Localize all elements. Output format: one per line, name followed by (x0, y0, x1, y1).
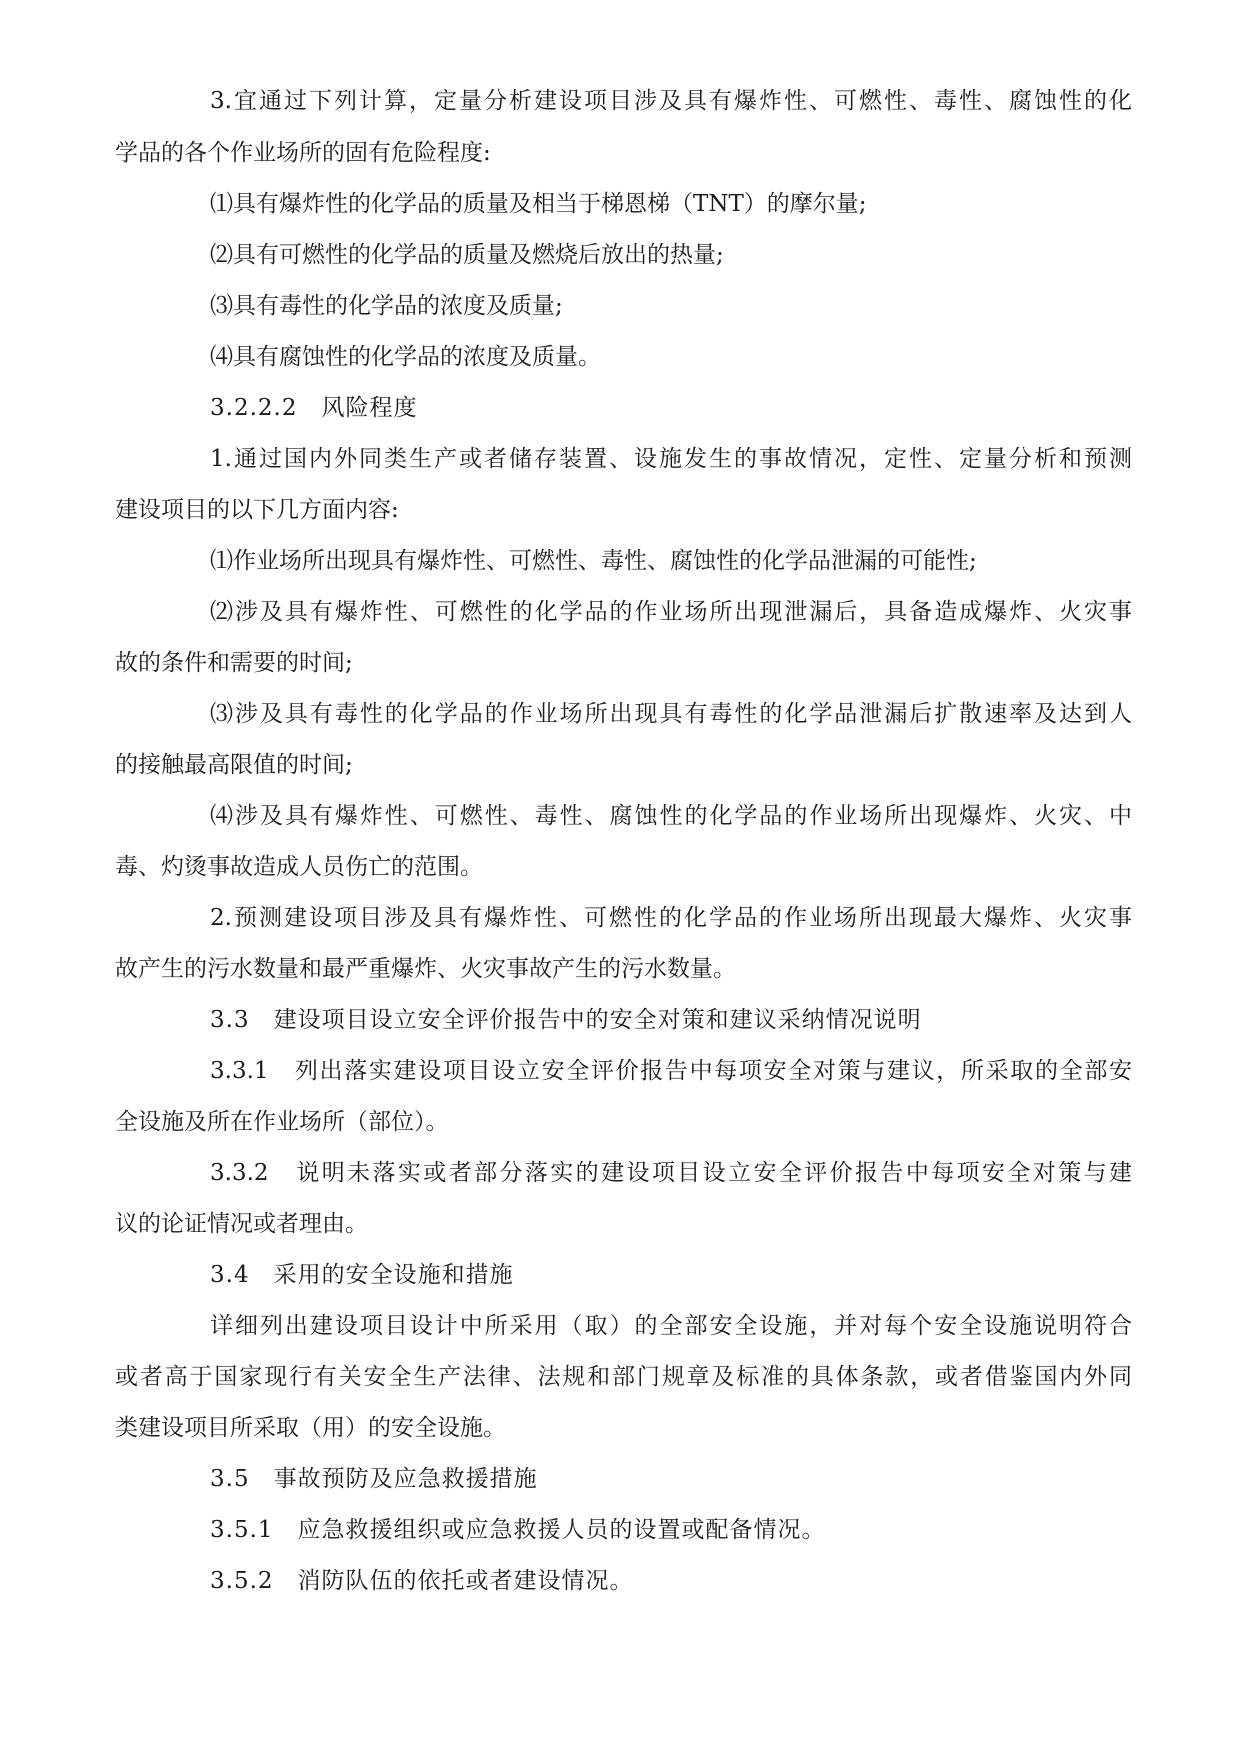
section-heading: 3.3.2 说明未落实或者部分落实的建设项目设立安全评价报告中每项安全对策与建 (210, 1160, 1132, 1186)
section-heading: 3.3 建设项目设立安全评价报告中的安全对策和建议采纳情况说明 (210, 1007, 922, 1033)
section-heading: 3.3.1 列出落实建设项目设立安全评价报告中每项安全对策与建议，所采取的全部安 (210, 1058, 1132, 1084)
list-item: ⑶具有毒性的化学品的浓度及质量; (210, 293, 563, 319)
list-item: ⑵涉及具有爆炸性、可燃性的化学品的作业场所出现泄漏后，具备造成爆炸、火灾事 (210, 599, 1132, 625)
list-item: ⑵具有可燃性的化学品的质量及燃烧后放出的热量; (210, 242, 724, 268)
section-heading: 3.5 事故预防及应急救援措施 (210, 1466, 538, 1492)
section-heading: 3.5.2 消防队伍的依托或者建设情况。 (210, 1568, 634, 1594)
paragraph-line: 故产生的污水数量和最严重爆炸、火灾事故产生的污水数量。 (115, 956, 736, 982)
paragraph-line: 全设施及所在作业场所（部位）。 (115, 1109, 449, 1135)
paragraph-line: 的接触最高限值的时间; (115, 752, 353, 778)
section-heading: 3.4 采用的安全设施和措施 (210, 1262, 514, 1288)
list-item: ⑷具有腐蚀性的化学品的浓度及质量。 (210, 344, 601, 370)
paragraph-line: 议的论证情况或者理由。 (115, 1211, 368, 1237)
list-item: ⑷涉及具有爆炸性、可燃性、毒性、腐蚀性的化学品的作业场所出现爆炸、火灾、中 (210, 803, 1132, 829)
list-item: ⑴具有爆炸性的化学品的质量及相当于梯恩梯（TNT）的摩尔量; (210, 191, 867, 217)
paragraph-line: 2.预测建设项目涉及具有爆炸性、可燃性的化学品的作业场所出现最大爆炸、火灾事 (210, 905, 1132, 931)
paragraph-line: 或者高于国家现行有关安全生产法律、法规和部门规章及标准的具体条款，或者借鉴国内外同 (115, 1364, 1132, 1390)
paragraph-line: 类建设项目所采取（用）的安全设施。 (115, 1415, 506, 1441)
list-item: ⑶涉及具有毒性的化学品的作业场所出现具有毒性的化学品泄漏后扩散速率及达到人 (210, 701, 1132, 727)
paragraph-line: 学品的各个作业场所的固有危险程度: (115, 140, 491, 166)
paragraph-line: 1.通过国内外同类生产或者储存装置、设施发生的事故情况，定性、定量分析和预测 (210, 446, 1132, 472)
paragraph-line: 3.宜通过下列计算，定量分析建设项目涉及具有爆炸性、可燃性、毒性、腐蚀性的化 (210, 88, 1132, 114)
list-item: ⑴作业场所出现具有爆炸性、可燃性、毒性、腐蚀性的化学品泄漏的可能性; (210, 548, 977, 574)
paragraph-line: 详细列出建设项目设计中所采用（取）的全部安全设施，并对每个安全设施说明符合 (210, 1313, 1132, 1339)
paragraph-line: 建设项目的以下几方面内容: (115, 497, 399, 523)
section-heading: 3.2.2.2 风险程度 (210, 395, 418, 421)
paragraph-line: 毒、灼烫事故造成人员伤亡的范围。 (115, 854, 483, 880)
section-heading: 3.5.1 应急救援组织或应急救援人员的设置或配备情况。 (210, 1517, 826, 1543)
paragraph-line: 故的条件和需要的时间; (115, 650, 353, 676)
